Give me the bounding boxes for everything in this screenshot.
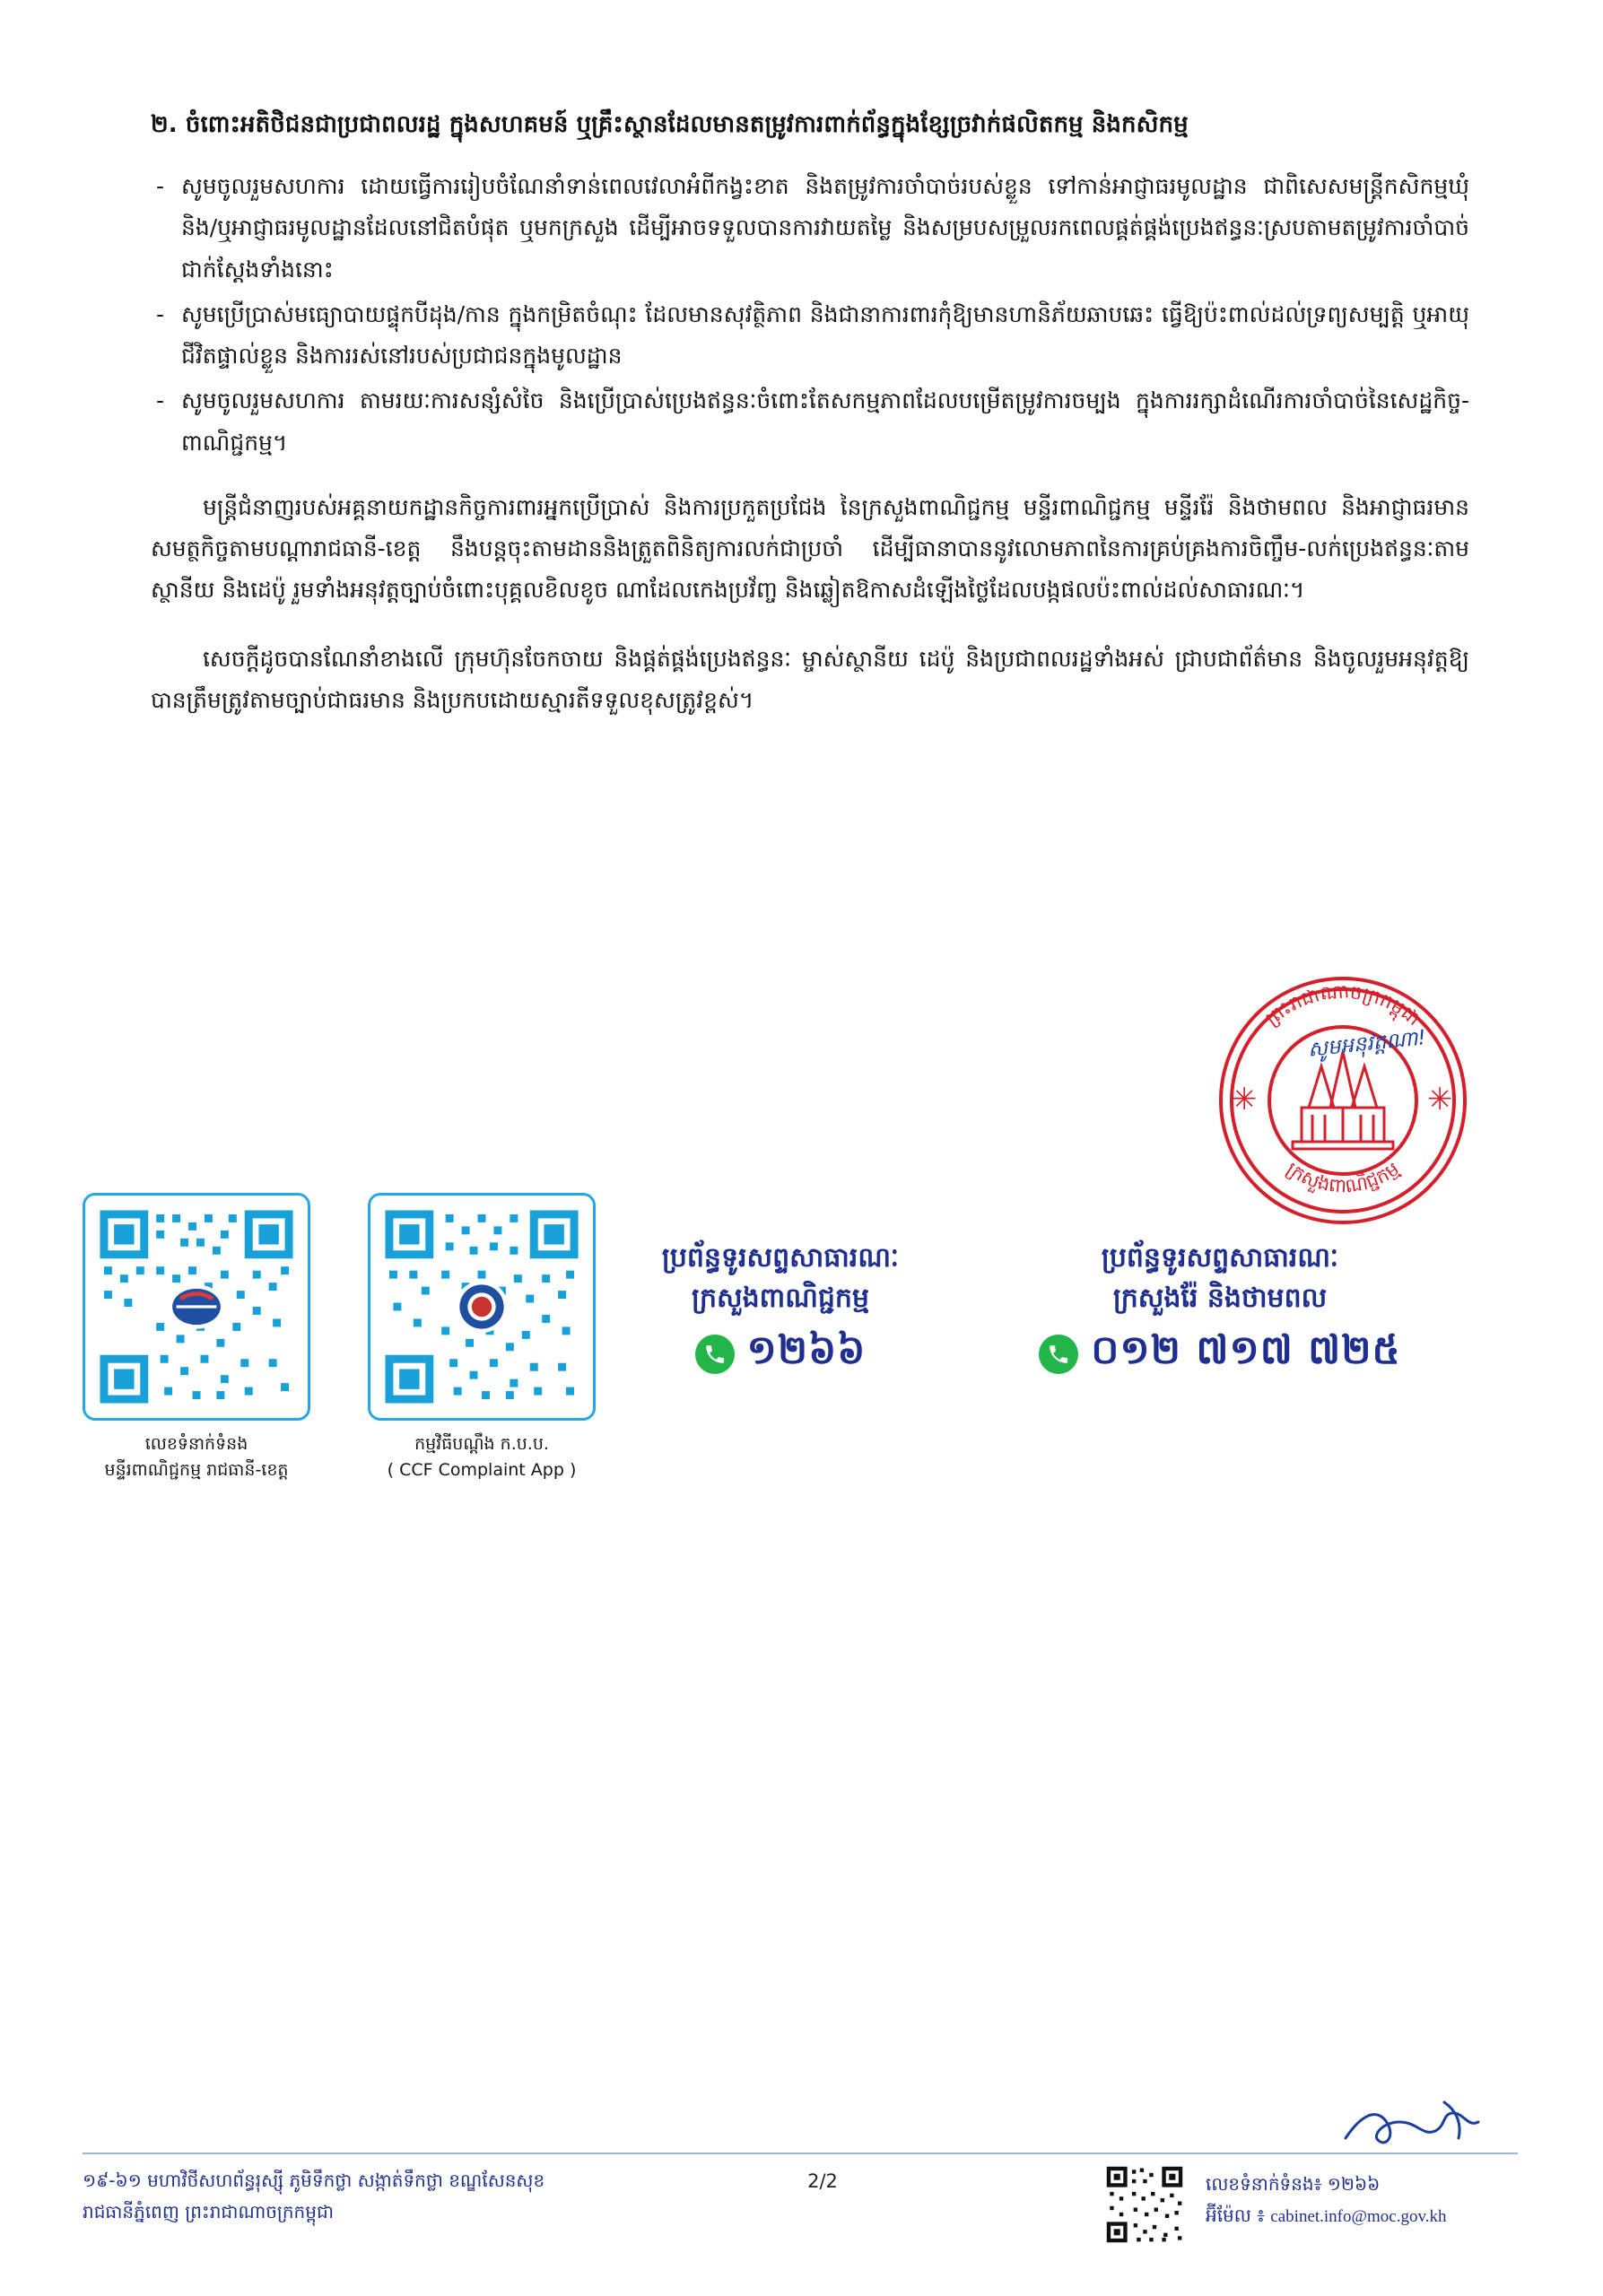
section-heading: ២. ចំពោះអតិថិជនជាប្រជាពលរដ្ឋ ក្នុងសហគមន៍ ឬគ្រឹះស្ថានដែលមានតម្រូវការពាក់ព័ន្ធក្នុងខ្សែច្រវាក់ផលិតកម្ម និងកសិកម្ម <box>151 111 1189 138</box>
qr-code-image <box>381 1206 582 1407</box>
hotline-title-line2: ក្រសួងរ៉ែ និងថាមពល <box>1112 1283 1328 1314</box>
hotline-title-line1: ប្រព័ន្ធទូរសព្ទសាធារណៈ <box>1101 1242 1339 1274</box>
hotline-number-row <box>592 1326 969 1383</box>
list-item <box>151 294 1469 378</box>
qr-caption-line1: កម្មវិធីបណ្ដឹង ក.ប.ប. <box>414 1434 549 1454</box>
official-stamp <box>1215 973 1471 1229</box>
hotline-mme <box>969 1238 1471 1383</box>
qr-caption <box>368 1431 596 1483</box>
dash-marker: - <box>156 300 165 327</box>
footer-address-line1: ១៩-៦១ មហាវិថីសហព័ន្ធរុស្ស៊ី ភូមិទឹកថ្លា សង្កាត់ទឹកថ្លា ខណ្ឌសែនសុខ <box>83 2170 545 2191</box>
hotline-number[interactable]: ១២៦៦ <box>746 1327 867 1373</box>
phone-icon <box>1039 1335 1078 1374</box>
stamp-handwritten-note: សូមអនុវត្តណា! <box>1306 1026 1427 1062</box>
list-item-text: សូមចូលរួមសហការ តាមរយៈការសន្សំសំចៃ និងប្រើប្រាស់ប្រេងឥន្ធនៈចំពោះតែសកម្មភាពដែលបម្រើតម្រូវការចម្បង ក្នុងការរក្សាដំណើរការចាំបាច់នៃសេដ្ឋកិច្ច-ពាណិជ្ជកម្ម។ <box>181 387 1469 456</box>
bullet-list <box>151 166 1469 464</box>
qr-frame[interactable] <box>83 1193 310 1421</box>
list-item-text: សូមចូលរួមសហការ ដោយធ្វើការរៀបចំណែនាំទាន់ពេលវេលាអំពីកង្វះខាត និងតម្រូវការចាំបាច់របស់ខ្លួន ទៅកាន់អាជ្ញាធរមូលដ្ឋាន ជាពិសេសមន្ត្រីកសិកម្មឃុំ និង/ឬអាជ្ញាធរមូលដ្ឋានដែលនៅជិតបំផុត ឬមកក្រសួង ដើម្បីអាចទទួលបានការវាយតម្លៃ និងសម្របសម្រួលរកពេលផ្គត់ផ្គង់ប្រេងឥន្ធនៈស្របតាមតម្រូវការចាំបាច់ជាក់ស្ដែងទាំងនោះ <box>181 173 1469 283</box>
phone-icon <box>695 1335 735 1374</box>
document-body <box>151 108 1469 721</box>
list-item <box>151 380 1469 464</box>
paragraph-officials: មន្ត្រីជំនាញរបស់អគ្គនាយកដ្ឋានកិច្ចការពារអ្នកប្រើប្រាស់ និងការប្រកួតប្រជែង នៃក្រសួងពាណិជ្ជកម្ម មន្ទីរពាណិជ្ជកម្ម មន្ទីររ៉ែ និងថាមពល និងអាជ្ញាធរមានសមត្ថកិច្ចតាមបណ្ដារាជធានី-ខេត្ត នឹងបន្តចុះតាមដាននិងត្រួតពិនិត្យការលក់ជាប្រចាំ ដើម្បីធានាបាននូវលោមភាពនៃការគ្រប់គ្រងការចិញ្ចឹម-លក់ប្រេងឥន្ធនៈតាមស្ថានីយ និងដេប៉ូ រួមទាំងអនុវត្តច្បាប់ចំពោះបុគ្គលខិលខូច ណាដែលកេងប្រវ័ញ្ច និងឆ្លៀតឱកាសដំឡើងថ្លៃដែលបង្កផលប៉ះពាល់ដល់សាធារណៈ។ <box>151 493 1469 604</box>
paragraph-closing: សេចក្ដីដូចបានណែនាំខាងលើ ក្រុមហ៊ុនចែកចាយ និងផ្គត់ផ្គង់ប្រេងឥន្ធនៈ ម្ចាស់ស្ថានីយ ដេប៉ូ និងប្រជាពលរដ្ឋទាំងអស់ ជ្រាបជាព័ត៌មាន និងចូលរួមអនុវត្តឱ្យបានត្រឹមត្រូវតាមច្បាប់ជាធរមាន និងប្រកបដោយស្មារតីទទួលខុសត្រូវខ្ពស់។ <box>151 645 1469 713</box>
footer-contact <box>1206 2169 1529 2231</box>
svg-text:ក្រសួងពាណិជ្ជកម្ម: ក្រសួងពាណិជ្ជកម្ម <box>1282 1157 1404 1197</box>
footer-email-row <box>1206 2200 1529 2231</box>
qr-code-image <box>96 1206 297 1407</box>
qr-block-provincial-contact <box>83 1193 310 1483</box>
hotline-title-line2: ក្រសួងពាណិជ្ជកម្ម <box>692 1283 869 1314</box>
footer-address <box>83 2165 764 2228</box>
hotline-title <box>592 1238 969 1318</box>
signature-mark <box>1337 2095 1498 2158</box>
footer-divider <box>83 2152 1518 2154</box>
hotline-title <box>969 1238 1471 1318</box>
hotline-number-row <box>969 1326 1471 1383</box>
list-item <box>151 166 1469 291</box>
footer-email-address[interactable]: cabinet.info@moc.gov.kh <box>1270 2207 1447 2226</box>
qr-code-image <box>1105 2165 1184 2244</box>
footer-email-label: អ៊ីម៉ែល ៖ <box>1206 2205 1265 2226</box>
hotline-moc <box>592 1238 969 1383</box>
qr-caption <box>83 1431 310 1483</box>
hotline-number[interactable]: ០១២ ៧១៧ ៧២៥ <box>1091 1327 1401 1373</box>
footer-contact-number: លេខទំនាក់ទំនង៖ ១២៦៦ <box>1206 2173 1381 2195</box>
hotline-title-line1: ប្រព័ន្ធទូរសព្ទសាធារណៈ <box>661 1242 900 1274</box>
footer-address-line2: រាជធានីភ្នំពេញ ព្រះរាជាណាចក្រកម្ពុជា <box>83 2201 334 2222</box>
qr-caption-line1: លេខទំនាក់ទំនង <box>144 1434 248 1454</box>
qr-caption-line2: មន្ទីរពាណិជ្ជកម្ម រាជធានី-ខេត្ត <box>104 1459 289 1480</box>
svg-text:✳: ✳ <box>1232 1082 1258 1118</box>
svg-text:ព្រះរាជាណាចក្រកម្ពុជា: ព្រះរាជាណាចក្រកម្ពុជា <box>1261 980 1425 1031</box>
dash-marker: - <box>156 387 165 414</box>
page-number: 2/2 <box>807 2170 838 2192</box>
svg-text:✳: ✳ <box>1427 1082 1453 1118</box>
footer-qr-code[interactable] <box>1105 2165 1184 2244</box>
qr-frame[interactable] <box>368 1193 596 1421</box>
qr-caption-line2: ( CCF Complaint App ) <box>387 1459 577 1480</box>
dash-marker: - <box>156 173 165 199</box>
qr-block-ccf-app <box>368 1193 596 1483</box>
list-item-text: សូមប្រើប្រាស់មធ្យោបាយផ្ទុកបីដុង/កាន ក្នុងកម្រិតចំណុះ ដែលមានសុវត្ថិភាព និងជានាការពារកុំឱ្យមានហានិភ័យឆាបឆេះ ធ្វើឱ្យប៉ះពាល់ដល់ទ្រព្យសម្បត្តិ ឬអាយុជីវិតផ្ទាល់ខ្លួន និងការរស់នៅរបស់ប្រជាជនក្នុងមូលដ្ឋាន <box>181 300 1469 369</box>
